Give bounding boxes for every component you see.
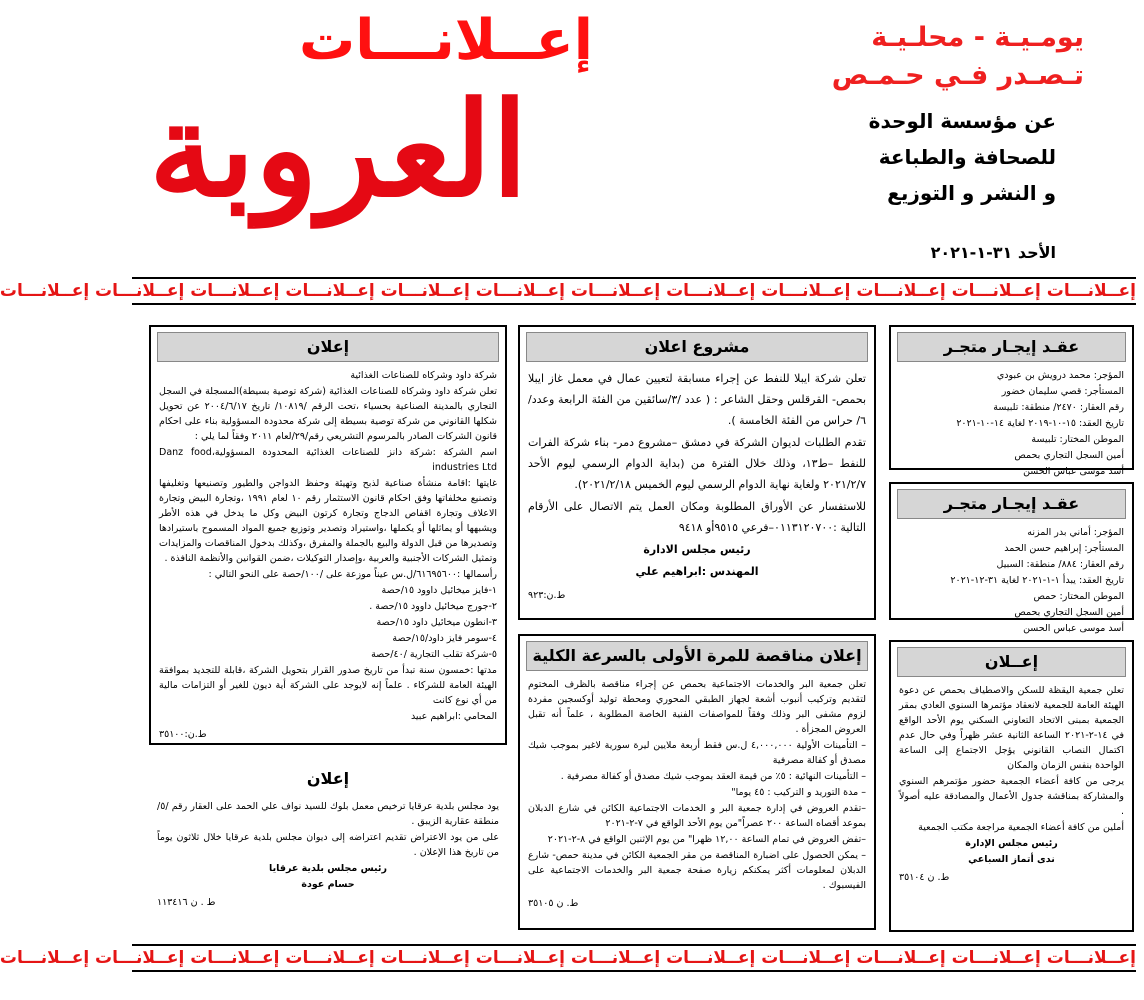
issued-in-homs-tagline: تـصـدر فـي حـمـص	[831, 60, 1084, 91]
publisher-info	[796, 103, 1056, 211]
masthead	[124, 0, 1144, 275]
ebla-oil-recruitment-ad	[518, 325, 876, 620]
ad-paragraph: على من يود الاعتراض تقديم اعتراضه إلى ديوان مجلس بلدية عرقايا خلال ثلاثون يوماً من تاريخ هذا الإعلان .	[157, 832, 499, 858]
ad-paragraph: المحامي :ابراهيم عبيد	[410, 711, 497, 722]
signature-name: المهندس :ابراهيم علي	[635, 565, 759, 578]
ad-body	[151, 366, 505, 745]
ad-paragraph: غايتها :اقامة منشأة صناعية لذبح وتهيئة وحفظ الدواجن والطيور وتصنيعها وتغليفها وتصنيع مخلفاتها وفق احكام قانون الاستثمار رقم ١٠ لعام ١٩٩١ ،وتجارة البيض وتجارة الاعلاف وتجارة اقفاص الدجاج وتجارة كرتون البيض وكل ما يدخل في هذه الأطر ويشبهها أو يماثلها أو يكملها ،واستيراد وتصدير وتوزيع جميع المواد المسموح باستيرادها وتصديرها من قبل الدولة والبيع بالجملة والمفرق ،وكذلك بدخول المناقصات والمزايدات وتمثيل الشركات الأجنبية والعربية ،وإصدار التوكيلات ،ضمن القوانين والأنظمة النافذة .	[159, 478, 498, 564]
issue-date: الأحد ٣١-١-٢٠٢١	[930, 243, 1056, 262]
shop-rent-ad-1	[889, 325, 1134, 477]
ad-title: إعلان	[306, 769, 350, 788]
ad-paragraph: تعلن شركة داود وشركاه للصناعات الغذائية (شركة توصية بسيطة)المسجلة في السجل التجاري بالمدينة الصناعية بحسياء ،تحت الرقم /١٠٨١٩/ تاريخ ٢٠٠٤/٦/١٧ عن تحويل شكلها القانوني من شركة توصية بسيطة إلى شركة محدودة المسؤولية بناء على احكام قانون الشركات الصادر بالمرسوم التشريعي رقم/٢٩/لعام ٢٠١١ وفقاً لما يلي :	[159, 386, 497, 442]
ad-paragraph: أملين من كافة أعضاء الجمعية مراجعة مكتب الجمعية	[918, 822, 1124, 833]
association-meeting-ad	[889, 640, 1134, 932]
signature-line: رئيس مجلس الادارة	[643, 543, 751, 556]
daily-local-tagline: يومـيـة - محلـيـة	[871, 22, 1084, 53]
publisher-line: و النشر و التوزيع	[887, 181, 1056, 205]
ad-line: المؤجر: أماني بدر المزنه	[1027, 527, 1124, 538]
ads-banner-strip-top	[0, 277, 1136, 305]
ad-paragraph: تعلن جمعية اليقظة للسكن والاصطياف بحمص عن دعوة الهيئة العامة للجمعية لانعقاد مؤتمرها السنوي العادي بمقر الجمعية بمبنى الاتحاد التعاوني السكني يوم الأحد الواقع في ١٤-٢-٢٠٢١ الساعة الثانية عشر ظهراً وفي حال عدم اكتمال النصاب القانوني يؤجل الاجتماع إلى الساعة الواحدة بنفس الزمان والمكان	[899, 685, 1124, 771]
ad-line: أمين السجل التجاري بحمص	[1014, 450, 1124, 461]
signature-line: رئيس مجلس الإدارة	[965, 838, 1058, 849]
ad-body	[891, 681, 1132, 888]
ad-reference: ط. ن ٣٥١٠٤	[899, 872, 950, 883]
ad-line: المستأجر: قصي سليمان خضور	[1001, 386, 1124, 397]
ad-paragraph: اسم الشركة :شركة دانز للصناعات الغذائية المحدودة المسؤولية،Danz food industries Ltd	[159, 447, 497, 473]
ad-line: الموطن المختار: حمص	[1033, 591, 1124, 602]
ad-paragraph: تقدم الطلبات لديوان الشركة في دمشق –مشروع دمر- بناء شركة الفرات للنفط –ط١٣، وذلك خلال الفترة من (بداية الدوام الرسمي ليوم الأحد ٢٠٢١/٢/٧ ولغاية نهاية الدوام الرسمي ليوم الخميس ٢٠٢١/٢/١٨).	[528, 436, 866, 491]
publisher-line: للصحافة والطباعة	[878, 145, 1056, 169]
ad-line: رقم العقار: ٢٤٧٠/ منطقة: تلبيسة	[993, 402, 1124, 413]
ad-reference: ط . ن ١١٣٤١٦	[157, 897, 216, 908]
ad-line: الموطن المختار: تلبيسة	[1031, 434, 1124, 445]
ad-line: أمين السجل التجاري بحمص	[1014, 607, 1124, 618]
ad-paragraph: ٤-سومر فايز داود/١٥/حصة	[392, 633, 497, 644]
ad-paragraph: رأسمالها :٦١٦٩٥٦٠٠/ل.س عيناً موزعة على /١٠٠/حصة على النحو التالي :	[208, 569, 497, 580]
ad-reference: ط.ن:٣٥١٠٠	[159, 729, 207, 740]
ad-body	[520, 366, 874, 609]
ad-reference: ط.ن:٩٢٣	[528, 590, 566, 601]
ad-body	[520, 675, 874, 914]
ad-paragraph: ٥-شركة تقلب التجارية /٤٠/حصة	[371, 649, 497, 660]
ad-paragraph: ٢-جورج ميخائيل داوود ١٥/حصة .	[369, 601, 497, 612]
ad-paragraph: ٣-انطون ميخائيل داود ١٥/حصة	[376, 617, 497, 628]
ad-paragraph: مدتها :خمسون سنة تبدأ من تاريخ صدور القرار بتحويل الشركة ،قابلة للتجديد بموافقة الهيئة العامة للشركاء . علماً إنه لايوجد على الشركة أية ديون للغير أو التزامات مالية من أي نوع كانت	[159, 665, 497, 706]
tender-ad	[518, 634, 876, 930]
municipality-ad	[149, 760, 507, 932]
company-conversion-ad	[149, 325, 507, 745]
ad-title: إعــلان	[897, 647, 1126, 677]
ad-paragraph: يود مجلس بلدية عرقايا ترخيص معمل بلوك للسيد نواف علي الحمد على العقار رقم /٥/ منطقة عقارية الزيبق .	[157, 801, 499, 827]
ad-title: إعلان مناقصة للمرة الأولى بالسرعة الكلية	[526, 641, 868, 671]
ads-banner-strip-bottom	[0, 944, 1136, 972]
ad-body	[149, 797, 507, 913]
ad-paragraph: –تقدم العروض في إدارة جمعية البر و الخدمات الاجتماعية الكائن في شارع الدبلان بموعد أقصاه الساعة ٢٠٠ عصراً"من يوم الأحد الواقع في ٧-٢-٢٠٢١	[528, 803, 866, 829]
ad-title: مشروع اعلان	[526, 332, 868, 362]
banner-text: إعــلانـــات إعــلانـــات إعــلانـــات إعــلانـــات إعــلانـــات إعــلانـــات إعــلانـــات إعــلانـــات إعــلانـــات إعــلانـــات إعــلانـــات إعــلانـــات	[0, 948, 1136, 968]
ad-paragraph: تعلن جمعية البر والخدمات الاجتماعية بحمص عن إجراء مناقصة بالظرف المختوم لتقديم وتركيب أنبوب أشعة لجهاز الطبقي المحوري ومحطة توليد أوكسجين مفردة لزوم مشفى البر وذلك وفقاً للمواصفات الفنية الخاصة المطلوبة ، علماً أنه تقبل العروض المجزأة .	[528, 679, 866, 735]
ad-paragraph: – يمكن الحصول على اضبارة المناقصة من مقر الجمعية الكائن في مدينة حمص- شارع الدبلان لمعلومات أكثر يمكنكم زيارة صفحة جمعية البر والخدمات الاجتماعية على الفيسبوك .	[528, 850, 866, 891]
ad-paragraph: شركة داود وشركاه للصناعات الغذائية	[350, 370, 497, 381]
ad-line: المؤجر: محمد درويش بن عبودي	[996, 370, 1124, 381]
ad-line: رقم العقار: ٨٨٤/ منطقة: السبيل	[996, 559, 1124, 570]
ad-paragraph: ١-فايز ميخائيل داوود ١٥/حصة	[381, 585, 497, 596]
ad-line: أسد موسى عباس الحسن	[1023, 623, 1124, 634]
newspaper-logo: العروبة	[149, 73, 528, 226]
section-title: إعــلانـــات	[299, 8, 593, 73]
ad-paragraph: للاستفسار عن الأوراق المطلوبة ومكان العمل يتم الاتصال على الأرقام التالية :٠١١٣١٢٠٧٠٠–فرعي ٩٥١٥أو ٩٤١٨	[528, 500, 866, 534]
ad-line: أسد موسى عباس الحسن	[1023, 466, 1124, 477]
shop-rent-ad-2	[889, 482, 1134, 634]
ad-line: تاريخ العقد: ١٥-١٠-٢٠١٩ لغاية ١٤-١٠-٢٠٢١	[956, 418, 1124, 429]
signature-name: ندى أتماز السباعي	[968, 854, 1055, 865]
ad-paragraph: –تفض العروض في تمام الساعة ١٢,٠٠ ظهرا" من يوم الإثنين الواقع في ٨-٢-٢٠٢١	[547, 834, 866, 845]
ad-title: عقـد إيجـار متجـر	[897, 489, 1126, 519]
ad-paragraph: – التأمينات الأولية ٤,٠٠٠,٠٠٠ ل.س فقط أربعة ملايين ليرة سورية لاغير بموجب شيك مصدق أو كفالة مصرفية	[528, 740, 866, 766]
ad-line: المستأجر: إبراهيم حسن الحمد	[1004, 543, 1124, 554]
ad-paragraph: تعلن شركة ايبلا للنفط عن إجراء مسابقة لتعيين عمال في معمل غاز ايبلا بحمص- القرقلس وحقل الشاعر : ( عدد /٣/سائقين من الفئة الرابعة وعدد/٦/ حراس من الفئة الخامسة ).	[528, 372, 867, 427]
ad-title: إعلان	[157, 332, 499, 362]
signature-line: رئيس مجلس بلدية عرقايا	[269, 863, 387, 874]
signature-name: حسام عودة	[301, 879, 355, 890]
ad-paragraph: – مدة التوريد و التركيب : ٤٥ يوما"	[731, 787, 866, 798]
banner-text: إعــلانـــات إعــلانـــات إعــلانـــات إعــلانـــات إعــلانـــات إعــلانـــات إعــلانـــات إعــلانـــات إعــلانـــات إعــلانـــات إعــلانـــات إعــلانـــات	[0, 281, 1136, 301]
ad-reference: ط. ن ٣٥١٠٥	[528, 898, 579, 909]
ad-paragraph: يرجى من كافة أعضاء الجمعية حضور مؤتمرهم السنوي والمشاركة بمناقشة جدول الأعمال والمصادقة عليه أصولاً .	[899, 776, 1124, 817]
ad-title: عقـد إيجـار متجـر	[897, 332, 1126, 362]
ad-paragraph: – التأمينات النهائية : ٥٪ من قيمة العقد بموجب شيك مصدق أو كفالة مصرفية .	[560, 771, 866, 782]
publisher-line: عن مؤسسة الوحدة	[868, 109, 1056, 133]
ad-line: تاريخ العقد: يبدأ ١-١-٢٠٢١ لغاية ٣١-١٢-٢٠٢١	[950, 575, 1124, 586]
ad-body	[891, 366, 1132, 500]
ad-body	[891, 523, 1132, 657]
